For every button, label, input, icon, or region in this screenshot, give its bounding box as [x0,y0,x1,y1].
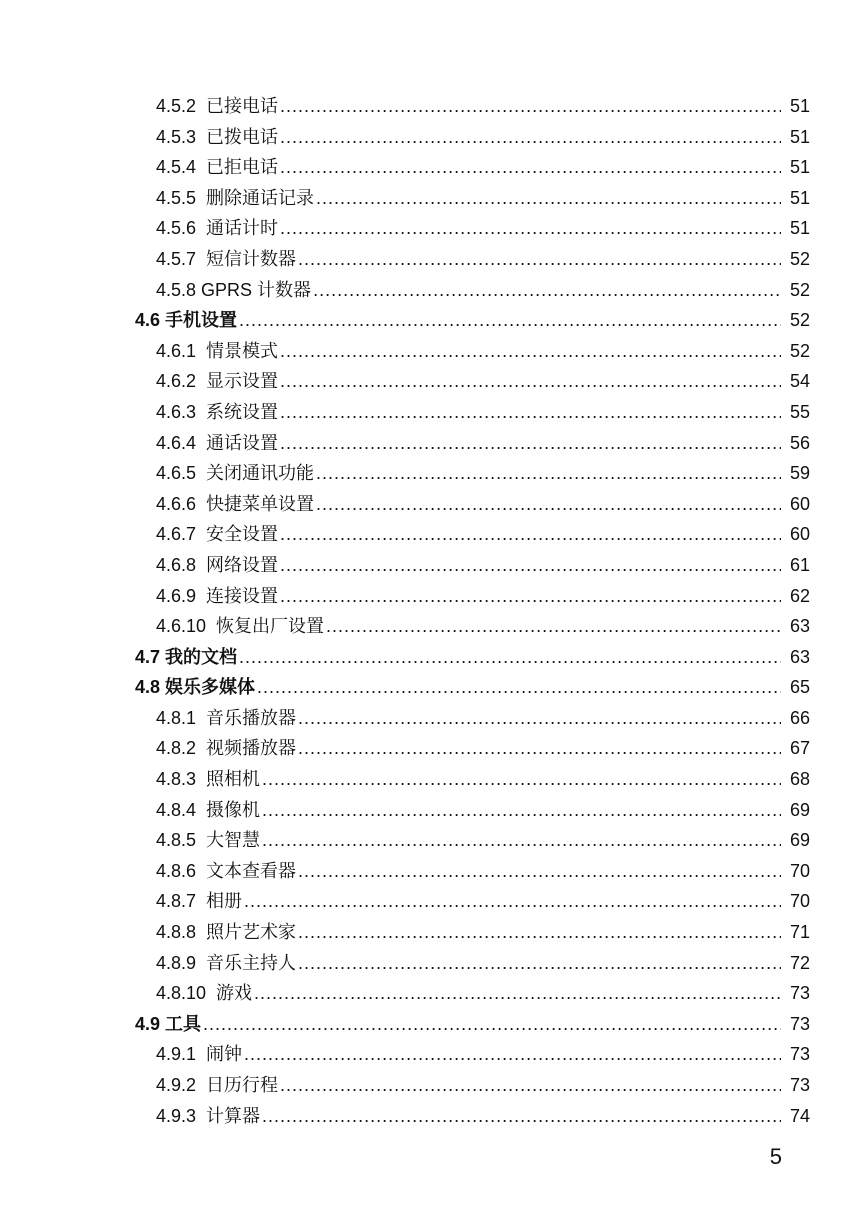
toc-entry-title: 4.8.1 音乐播放器 [156,707,297,728]
toc-entry-title: 4.6.1 情景模式 [156,340,279,361]
table-of-contents [0,91,868,1131]
toc-entry-page: 73 [789,1013,810,1034]
dot-leader [280,550,781,581]
toc-entry-title: 4.8.9 音乐主持人 [156,952,297,973]
dot-leader [262,1101,781,1132]
toc-entry-page: 66 [789,707,810,728]
toc-entry-title: 4.8.8 照片艺术家 [156,922,297,943]
toc-entry[interactable] [0,489,868,520]
toc-entry-title: 4.8.4 摄像机 [156,799,261,820]
dot-leader [262,795,781,826]
toc-entry-page: 59 [789,463,810,484]
toc-entry-title: 4.9.3 计算器 [156,1105,261,1126]
toc-entry-page: 51 [789,157,810,178]
toc-entry[interactable] [0,948,868,979]
toc-entry-page: 69 [789,799,810,820]
toc-entry-title: 4.6.3 系统设置 [156,401,279,422]
toc-entry[interactable] [0,856,868,887]
toc-entry[interactable] [0,733,868,764]
toc-entry-page: 62 [789,585,810,606]
dot-leader [280,519,781,550]
toc-entry[interactable] [0,91,868,122]
toc-entry-page: 55 [789,401,810,422]
toc-entry-title: 4.9.1 闹钟 [156,1044,243,1065]
toc-entry-title: 4.5.3 已拨电话 [156,126,279,147]
toc-entry-page: 51 [789,96,810,116]
toc-entry-page: 56 [789,432,810,453]
dot-leader [298,917,781,948]
dot-leader [280,152,781,183]
toc-entry-page: 52 [789,340,810,361]
dot-leader [280,91,781,122]
toc-entry[interactable] [0,611,868,642]
dot-leader [239,642,781,673]
toc-entry-page: 74 [789,1105,810,1126]
toc-entry[interactable] [0,764,868,795]
toc-entry-title: 4.6.9 连接设置 [156,585,279,606]
toc-entry[interactable] [0,825,868,856]
toc-entry-title: 4.8.10 游戏 [156,983,253,1004]
toc-entry-page: 68 [789,769,810,790]
toc-entry[interactable] [0,275,868,306]
toc-entry-title: 4.5.5 删除通话记录 [156,187,315,208]
dot-leader [239,305,781,336]
dot-leader [280,122,781,153]
toc-entry[interactable] [0,458,868,489]
toc-entry-page: 70 [789,860,810,881]
toc-entry-title: 4.6.8 网络设置 [156,554,279,575]
toc-entry[interactable] [0,183,868,214]
toc-entry[interactable] [0,397,868,428]
toc-entry-page: 60 [789,524,810,545]
dot-leader [316,458,781,489]
toc-entry[interactable] [0,305,868,336]
toc-entry[interactable] [0,1039,868,1070]
dot-leader [257,672,781,703]
toc-entry[interactable] [0,1101,868,1132]
page-number: 5 [769,1144,782,1169]
toc-entry[interactable] [0,1009,868,1040]
toc-entry[interactable] [0,519,868,550]
toc-entry-page: 63 [789,646,810,667]
dot-leader [244,1039,781,1070]
toc-entry-page: 51 [789,126,810,147]
dot-leader [316,489,781,520]
toc-entry-page: 72 [789,952,810,973]
toc-entry[interactable] [0,795,868,826]
toc-entry-page: 73 [789,1044,810,1065]
toc-entry-page: 52 [789,279,810,300]
dot-leader [280,213,781,244]
toc-entry-page: 71 [789,922,810,943]
dot-leader [298,244,781,275]
dot-leader [326,611,781,642]
toc-entry-title: 4.6.6 快捷菜单设置 [156,493,315,514]
dot-leader [298,733,781,764]
dot-leader [280,428,781,459]
toc-entry[interactable] [0,1070,868,1101]
dot-leader [298,856,781,887]
dot-leader [298,703,781,734]
toc-entry-page: 61 [789,554,810,575]
dot-leader [280,366,781,397]
dot-leader [280,1070,781,1101]
toc-entry-title: 4.8.5 大智慧 [156,830,261,851]
toc-entry-page: 52 [789,310,810,331]
toc-entry[interactable] [0,550,868,581]
toc-entry-title: 4.9.2 日历行程 [156,1075,279,1095]
toc-entry[interactable] [0,428,868,459]
dot-leader [316,183,781,214]
toc-entry-title: 4.8.2 视频播放器 [156,738,297,759]
toc-entry[interactable] [0,978,868,1009]
toc-entry-page: 54 [789,371,810,392]
toc-entry-title: 4.6 手机设置 [135,310,238,331]
dot-leader [280,397,781,428]
toc-entry-page: 67 [789,738,810,759]
toc-entry-page: 51 [789,218,810,239]
toc-entry[interactable] [0,244,868,275]
dot-leader [298,948,781,979]
toc-entry-title: 4.5.8 GPRS 计数器 [156,279,312,300]
toc-entry[interactable] [0,886,868,917]
toc-entry[interactable] [0,152,868,183]
toc-entry-page: 63 [789,616,810,637]
dot-leader [262,764,781,795]
toc-entry[interactable] [0,672,868,703]
toc-entry-title: 4.8 娱乐多媒体 [135,677,256,698]
toc-entry-title: 4.8.6 文本查看器 [156,860,297,881]
toc-entry-page: 65 [789,677,810,698]
toc-entry-title: 4.5.2 已接电话 [156,96,279,116]
dot-leader [313,275,781,306]
dot-leader [262,825,781,856]
toc-entry-title: 4.6.2 显示设置 [156,371,279,392]
toc-entry[interactable] [0,336,868,367]
toc-entry-title: 4.6.7 安全设置 [156,524,279,545]
dot-leader [280,336,781,367]
toc-entry-page: 69 [789,830,810,851]
toc-entry[interactable] [0,122,868,153]
toc-entry-page: 51 [789,187,810,208]
toc-entry[interactable] [0,642,868,673]
toc-entry-title: 4.5.4 已拒电话 [156,157,279,178]
toc-entry-page: 60 [789,493,810,514]
toc-entry-title: 4.9 工具 [135,1013,202,1034]
dot-leader [244,886,781,917]
toc-entry-title: 4.6.5 关闭通讯功能 [156,463,315,484]
toc-entry-title: 4.6.10 恢复出厂设置 [156,616,325,637]
toc-entry-title: 4.7 我的文档 [135,646,238,667]
toc-entry-page: 52 [789,248,810,269]
dot-leader [203,1009,781,1040]
toc-entry[interactable] [0,703,868,734]
toc-entry-title: 4.6.4 通话设置 [156,432,279,453]
dot-leader [254,978,781,1009]
toc-entry-page: 70 [789,891,810,912]
dot-leader [280,581,781,612]
toc-entry-title: 4.5.7 短信计数器 [156,248,297,269]
toc-entry-title: 4.8.7 相册 [156,891,243,912]
toc-entry-title: 4.5.6 通话计时 [156,218,279,239]
toc-entry[interactable] [0,581,868,612]
toc-entry[interactable] [0,917,868,948]
toc-entry[interactable] [0,366,868,397]
toc-entry-page: 73 [789,983,810,1004]
toc-entry[interactable] [0,213,868,244]
toc-entry-page: 73 [789,1075,810,1095]
toc-entry-title: 4.8.3 照相机 [156,769,261,790]
